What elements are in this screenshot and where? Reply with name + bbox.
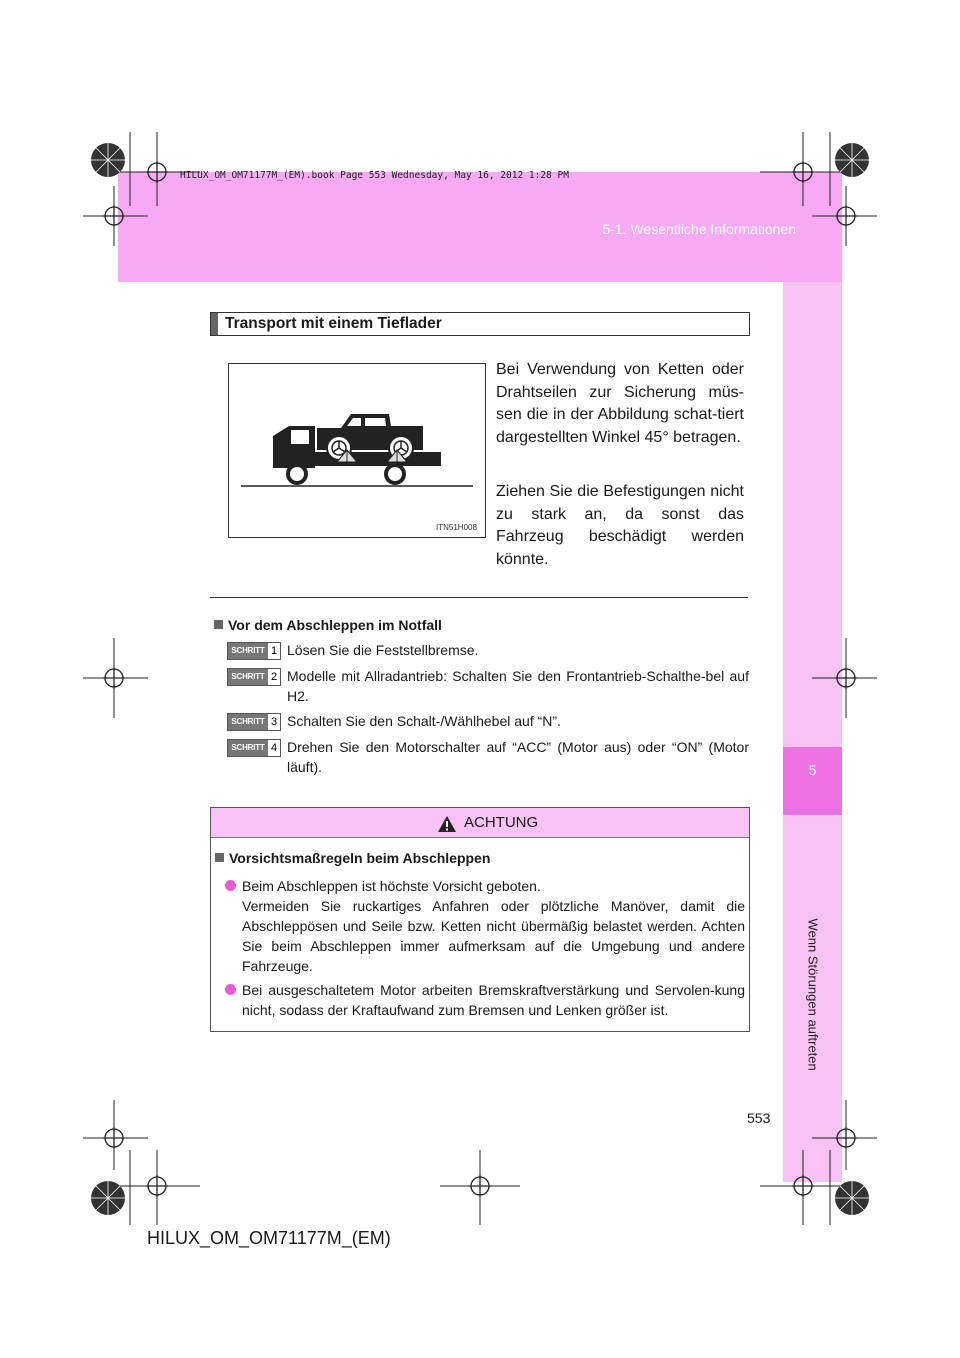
- section-heading-text: Transport mit einem Tieflader: [225, 315, 442, 332]
- step-text: Drehen Sie den Motorschalter auf “ACC” (Motor aus) oder “ON” (Motor läuft).: [287, 739, 749, 775]
- step-2: [227, 666, 749, 706]
- emergency-heading: [214, 617, 442, 633]
- page-number: 553: [747, 1110, 771, 1126]
- figure-code: ITN51H008: [436, 523, 477, 532]
- warning-box: [210, 807, 750, 1032]
- step-number: 3: [268, 714, 280, 730]
- step-text: Lösen Sie die Feststellbremse.: [287, 642, 479, 658]
- step-4: [227, 737, 749, 777]
- document-code: HILUX_OM_OM71177M_(EM): [147, 1228, 391, 1248]
- chapter-number: 5: [808, 762, 817, 778]
- step-number: 4: [268, 740, 280, 756]
- step-number: 1: [268, 643, 280, 659]
- square-bullet-icon: [215, 853, 224, 862]
- chapter-label: Wenn Störungen auftreten: [805, 918, 821, 1071]
- fastening-paragraph: Ziehen Sie die Befestigungen nicht zu stark an, da sonst das Fahrzeug beschädigt werden könnte.: [496, 483, 744, 568]
- step-text: Modelle mit Allradantrieb: Schalten Sie den Frontantrieb-Schalthe-bel auf H2.: [287, 668, 749, 704]
- warning-subheading-text: Vorsichtsmaßregeln beim Abschleppen: [229, 850, 491, 866]
- warning-item-text: Bei ausgeschaltetem Motor arbeiten Bremskraftverstärkung und Servolen-kung nicht, sodass der Kraftaufwand zum Bremsen und Lenken größer ist.: [242, 982, 745, 1018]
- warning-subheading: [215, 850, 490, 866]
- warning-item-line: Vermeiden Sie ruckartiges Anfahren oder plötzliche Manöver, damit die Abschleppösen und Seile bzw. Ketten nicht übermäßig belastet werden. Achten Sie beim Abschleppen immer aufmerksam auf die Umgebung und andere Fahrzeuge.: [242, 898, 745, 974]
- step-word: SCHRITT: [228, 643, 268, 659]
- section-heading: [210, 312, 750, 336]
- step-word: SCHRITT: [228, 740, 268, 756]
- step-1: [227, 640, 749, 660]
- flatbed-truck-icon: [229, 364, 485, 537]
- step-badge: [227, 739, 281, 757]
- square-bullet-icon: [214, 620, 223, 629]
- chain-angle-paragraph: Bei Verwendung von Ketten oder Drahtseilen zur Sicherung müs-sen die in der Abbildung schat-tiert dargestellten Winkel 45° betragen.: [496, 361, 744, 446]
- step-word: SCHRITT: [228, 714, 268, 730]
- bullet-dot-icon: [225, 984, 236, 995]
- step-badge: [227, 713, 281, 731]
- warning-item-2: [225, 980, 745, 1020]
- step-text: Schalten Sie den Schalt-/Wählhebel auf “N”.: [287, 713, 561, 729]
- warning-item-1: [225, 876, 745, 976]
- divider: [210, 597, 748, 598]
- book-stamp: HILUX_OM_OM71177M_(EM).book Page 553 Wednesday, May 16, 2012 1:28 PM: [180, 170, 569, 181]
- step-badge: [227, 668, 281, 686]
- step-number: 2: [268, 669, 280, 685]
- tow-truck-illustration: [228, 363, 486, 538]
- warning-header: [211, 808, 749, 838]
- bullet-dot-icon: [225, 880, 236, 891]
- heading-bar: [211, 313, 218, 335]
- warning-title: ACHTUNG: [464, 814, 539, 831]
- chapter-tab[interactable]: [783, 747, 842, 815]
- warning-triangle-icon: [437, 815, 457, 833]
- step-word: SCHRITT: [228, 669, 268, 685]
- step-3: [227, 711, 749, 731]
- emergency-heading-text: Vor dem Abschleppen im Notfall: [228, 617, 442, 633]
- warning-item-line: Beim Abschleppen ist höchste Vorsicht geboten.: [242, 878, 541, 894]
- section-reference: 5-1. Wesentliche Informationen: [602, 221, 796, 237]
- step-badge: [227, 642, 281, 660]
